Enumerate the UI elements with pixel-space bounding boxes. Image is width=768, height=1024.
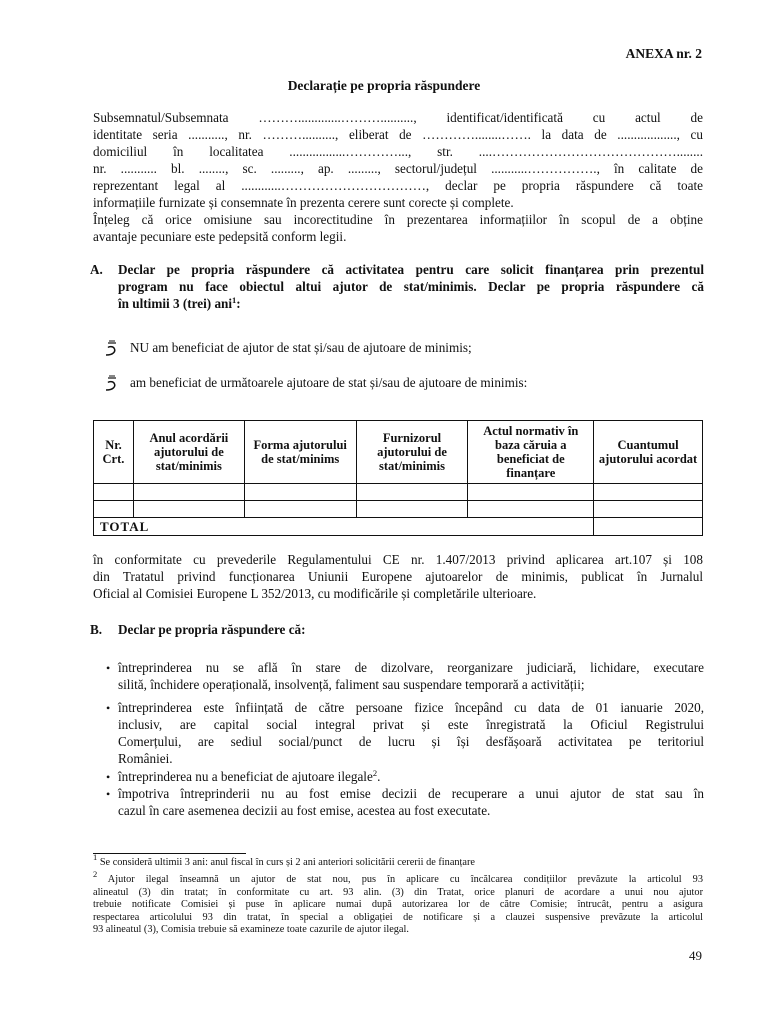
page-number: 49 <box>689 948 702 963</box>
table-cell[interactable] <box>356 501 468 518</box>
table-row <box>94 484 703 501</box>
section-a-line: Declar pe propria răspundere că activitatea pentru care solicit finanțarea prin prezentul <box>118 262 704 277</box>
table-cell[interactable] <box>594 501 703 518</box>
section-a-line-text: în ultimii 3 (trei) ani <box>118 296 233 311</box>
footnote-text: Ajutor ilegal înseamnă un ajutor de stat nou, pus în aplicare cu încălcarea condițiilor prevăzute la articolul 93 <box>107 874 703 885</box>
bullet-icon: • <box>106 770 111 784</box>
footnote-ref-1: 1 <box>232 295 237 305</box>
bullet-line: întreprinderea nu se află în stare de dizolvare, reorganizare judiciară, lichidare, executare <box>118 660 704 675</box>
bullet-item <box>106 660 704 694</box>
checkbox-icon[interactable] <box>104 375 120 391</box>
bullet-item <box>106 700 704 768</box>
bullet-item <box>106 786 704 820</box>
col-header: Actul normativ în baza căruia a beneficiat de finanțare <box>468 421 594 484</box>
option-not-benefited[interactable] <box>104 340 472 356</box>
bullet-line: Comerțului, are sediul social/punct de lucru și își desfășoară activitatea pe teritoriul <box>118 734 704 749</box>
table-total-row <box>94 518 703 536</box>
aid-table <box>93 420 703 536</box>
bullet-line: silită, închidere operațională, insolvență, faliment sau suspendare temporară a activității; <box>118 677 585 692</box>
col-header: Cuantumul ajutorului acordat <box>594 421 703 484</box>
intro-paragraph <box>93 110 703 246</box>
bullet-line: întreprinderea este înființată de către persoane fizice începând cu data de 01 ianuarie 2020, <box>118 700 704 715</box>
intro-line: domiciliul în localitatea .................…………..., str. ....……………………………………........ <box>93 144 703 159</box>
footnote-text: Se consideră ultimii 3 ani: anul fiscal în curs și 2 ani anteriori solicitării cererii de finanțare <box>99 857 475 868</box>
intro-line: identitate seria ..........., nr. ……….........., eliberat de …………........……. la data de .................., cu <box>93 127 703 142</box>
table-cell[interactable] <box>468 484 594 501</box>
conformity-line: din Tratatul privind funcționarea Uniunii Europene ajutoarelor de minimis, publicat în Jurnalul <box>93 569 703 584</box>
footnote-line: trebuie notificate Comisiei și puse în aplicare numai după autorizarea lor de către Comisie; întrucât, pentru a asigura <box>93 899 703 910</box>
section-a-label: A. <box>90 262 103 277</box>
intro-line: nr. ........... bl. ........, sc. ........., ap. ........., sectorul/județul ...........……………., în calitate de <box>93 161 703 176</box>
bullet-icon: • <box>106 661 111 675</box>
col-header: Anul acordării ajutorului de stat/minimis <box>133 421 244 484</box>
table-cell[interactable] <box>468 501 594 518</box>
bullet-icon: • <box>106 701 111 715</box>
footnote-number: 2 <box>93 869 98 879</box>
conformity-line: Oficial al Comisiei Europene L 352/2013, cu modificările și completările ulterioare. <box>93 586 537 601</box>
table-cell[interactable] <box>356 484 468 501</box>
section-a-line: program nu face obiectul altui ajutor de stat/minimis. Declar pe propria răspundere că <box>118 279 704 294</box>
table-cell[interactable] <box>133 501 244 518</box>
footnote-line: alineatul (3) din tratat; în conformitate cu art. 93 alin. (3) din Tratat, orice planuri de acordare a unui nou ajutor <box>93 886 703 898</box>
footnote-number: 1 <box>93 852 98 862</box>
col-header: Nr. Crt. <box>94 421 134 484</box>
bullet-line: întreprinderea nu a beneficiat de ajutoare ilegale$^2$. <box>118 768 381 784</box>
footnote-line <box>93 852 703 870</box>
section-a-line-last <box>118 296 704 313</box>
table-cell[interactable] <box>94 501 134 518</box>
footnote-1 <box>93 852 703 870</box>
footnote-2 <box>93 869 703 937</box>
bullet-icon: • <box>106 787 111 801</box>
bullet-line: inclusiv, are capital social integral privat și este înregistrată la Oficiul Registrului <box>118 717 704 732</box>
bullet-line: împotriva întreprinderii nu au fost emise decizii de recuperare a unui ajutor de stat sau în <box>118 786 704 801</box>
footnote-line: respectarea articolului 93 din tratat, în special a obligației de notificare și a clauzei suspensive prevăzute la articolul <box>93 911 703 923</box>
intro-line: Subsemnatul/Subsemnata ……….............……….........., identificat/identificată cu actul de <box>93 110 703 125</box>
footnote-line: 93 alineatul (3), Comisia trebuie să examineze toate cazurile de ajutor ilegal. <box>93 924 409 935</box>
total-value-cell[interactable] <box>594 518 703 536</box>
footnote-separator <box>93 853 246 854</box>
annex-label: ANEXA nr. 2 <box>625 46 702 61</box>
conformity-paragraph <box>93 552 703 603</box>
section-a-line-tail: : <box>236 296 241 311</box>
option-label: NU am beneficiat de ajutor de stat și/sau de ajutoare de minimis; <box>130 340 472 355</box>
option-benefited[interactable] <box>104 375 527 391</box>
intro-line: informațiile furnizate și consemnate în prezenta cerere sunt corecte și complete. <box>93 195 514 210</box>
footnote-ref-2: 2 <box>372 768 378 778</box>
table-cell[interactable] <box>133 484 244 501</box>
table-header-row <box>94 421 703 484</box>
section-b-heading: Declar pe propria răspundere că: <box>118 622 306 637</box>
table-cell[interactable] <box>94 484 134 501</box>
col-header: Furnizorul ajutorului de stat/minimis <box>356 421 468 484</box>
conformity-line: în conformitate cu prevederile Regulamentului CE nr. 1.407/2013 privind aplicarea art.107 și 108 <box>93 552 703 567</box>
table-row <box>94 501 703 518</box>
checkbox-icon[interactable] <box>104 340 120 356</box>
table-cell[interactable] <box>244 501 356 518</box>
bullet-text: întreprinderea nu a beneficiat de ajutoare ilegale <box>118 769 373 784</box>
col-header: Forma ajutorului de stat/minims <box>244 421 356 484</box>
intro-line: reprezentant legal al ............……………………………, declar pe propria răspundere că toate <box>93 178 703 193</box>
bullet-line: cazul în care asemenea decizii au fost emise, acestea au fost executate. <box>118 803 491 818</box>
footnote-line <box>93 869 703 887</box>
intro-line: avantaje pecuniare este pedepsită conform legii. <box>93 229 347 244</box>
page-title: Declarație pe propria răspundere <box>287 78 481 93</box>
bullet-line: României. <box>118 751 173 766</box>
option-label: am beneficiat de următoarele ajutoare de stat și/sau de ajutoare de minimis: <box>130 375 528 390</box>
section-b-label: B. <box>90 622 103 637</box>
bullet-item <box>106 768 704 786</box>
table-cell[interactable] <box>244 484 356 501</box>
intro-line: Înțeleg că orice omisiune sau incorectitudine în prezentarea informațiilor în scopul de a obține <box>93 212 703 227</box>
total-label: TOTAL <box>94 518 594 536</box>
table-cell[interactable] <box>594 484 703 501</box>
